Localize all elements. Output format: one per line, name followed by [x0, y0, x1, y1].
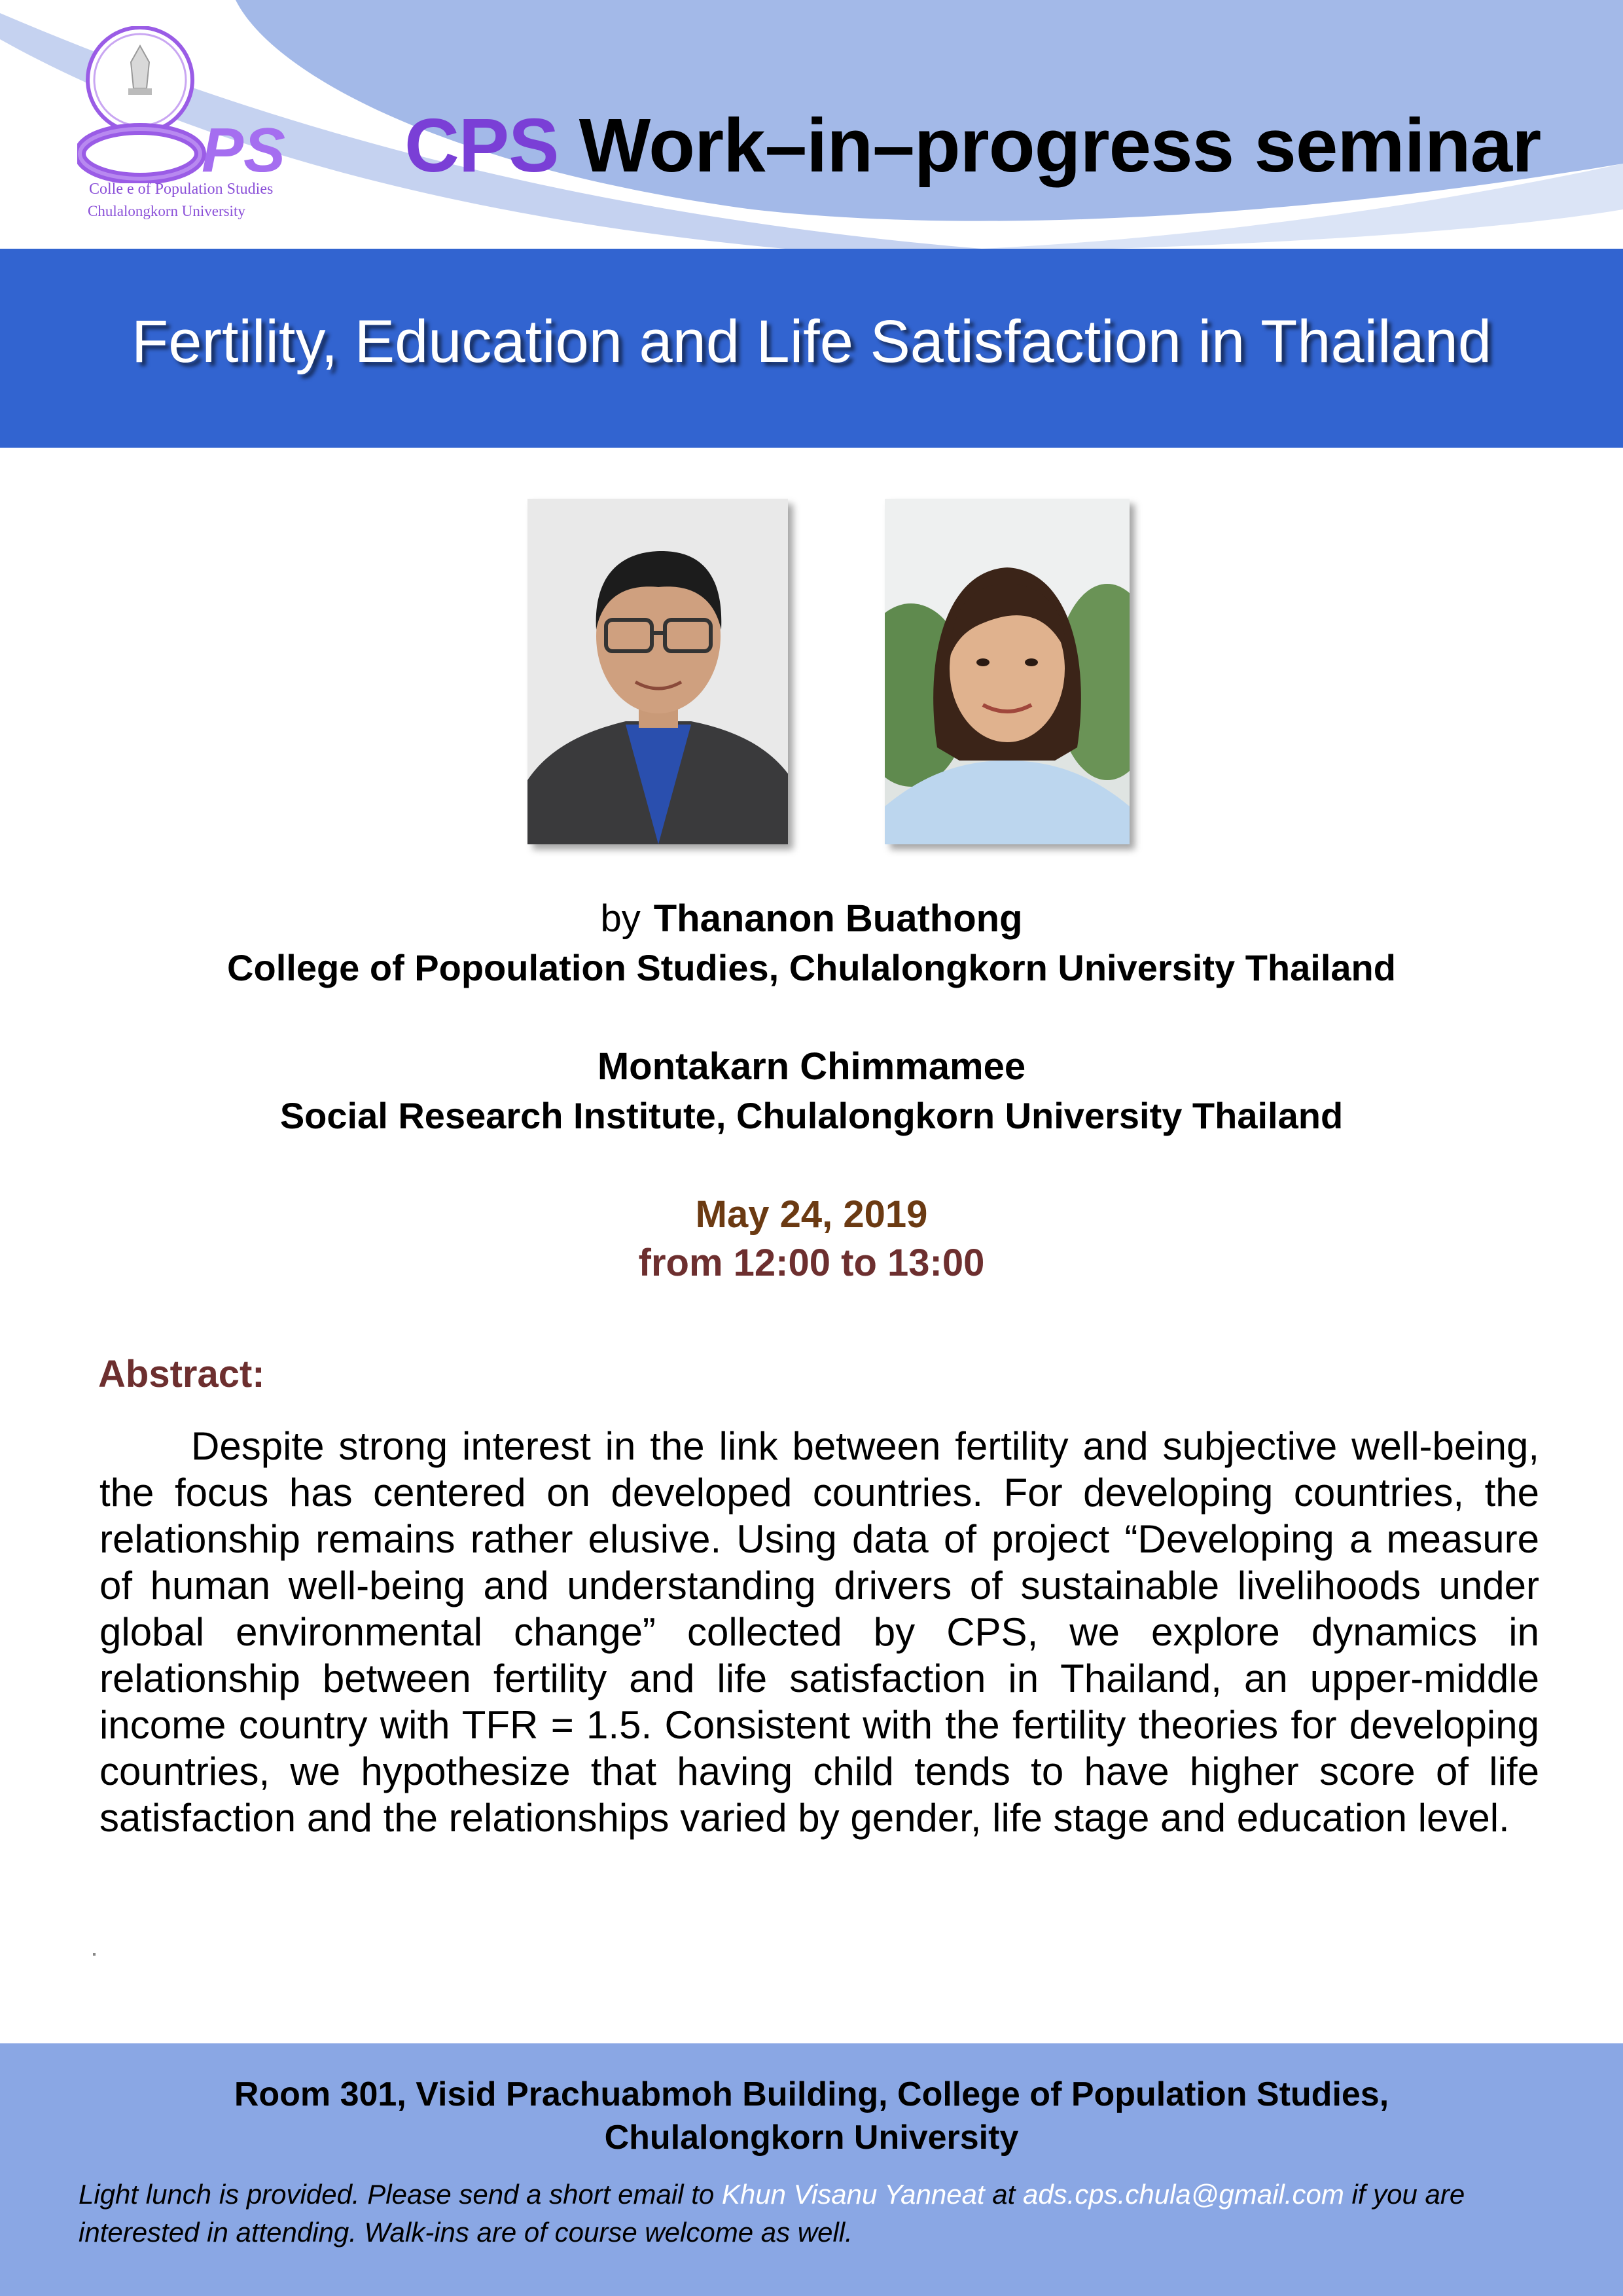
presenter1-affiliation: College of Popoulation Studies, Chulalongkorn University Thailand	[227, 947, 1396, 988]
logo-university-name: Chulalongkorn University	[88, 203, 245, 219]
contact-email-link[interactable]: ads.cps.chula@gmail.com	[1022, 2179, 1344, 2210]
presenter1-portrait	[527, 499, 788, 844]
header	[0, 0, 1623, 249]
abstract-body: Despite strong interest in the link between fertility and subjective well-being, the focus has centered on developed countries. For developing countries, the relationship remains rather elusive. Using data of project “Developing a measure of human well-being and understanding drivers of sustainable livelihoods under global environmental change” collected by CPS, we explore dynamics in relationship between fertility and life satisfaction in Thailand, an upper-middle income country with TFR = 1.5. Consistent with the fertility theories for developing countries, we hypothesize that having child tends to have higher score of life satisfaction and the relationships varied by gender, life stage and education level.	[99, 1424, 1539, 1840]
note-text-2: at	[984, 2179, 1023, 2210]
seminar-series-title	[404, 101, 1541, 189]
svg-text:PS: PS	[202, 115, 286, 183]
venue-line-2: Chulalongkorn University	[604, 2119, 1019, 2157]
cps-logo	[77, 26, 300, 229]
seminar-title-accent: CPS	[404, 103, 559, 188]
contact-name: Khun Visanu Yanneat	[721, 2179, 985, 2210]
seminar-date: May 24, 2019	[695, 1193, 928, 1236]
stray-dot	[93, 1953, 96, 1956]
presenter2-affiliation: Social Research Institute, Chulalongkorn University Thailand	[279, 1095, 1344, 1136]
abstract-heading: Abstract:	[98, 1353, 265, 1395]
lunch-note	[79, 2176, 1551, 2251]
cps-logo-mark	[77, 26, 300, 183]
presenter1-photo	[527, 499, 788, 844]
presenter2-name: Montakarn Chimmamee	[597, 1045, 1026, 1088]
presenter1-name: Thananon Buathong	[653, 897, 1023, 940]
talk-title: Fertility, Education and Life Satisfaction in Thailand	[132, 308, 1491, 375]
logo-college-name: Colle e of Population Studies	[89, 181, 274, 198]
presenter2-portrait	[885, 499, 1130, 844]
venue-line-1: Room 301, Visid Prachuabmoh Building, College of Population Studies,	[234, 2075, 1389, 2113]
by-label: by	[600, 897, 641, 940]
seminar-title-rest: Work–in–progress seminar	[579, 103, 1541, 188]
seminar-time: from 12:00 to 13:00	[638, 1242, 985, 1284]
note-text-3: if you are interested in attending. Walk-ins are of course welcome as well.	[79, 2179, 1465, 2248]
note-text-1: Light lunch is provided. Please send a short email to	[79, 2179, 722, 2210]
presenter1-line	[0, 897, 1623, 941]
presenter2-photo	[885, 499, 1130, 844]
